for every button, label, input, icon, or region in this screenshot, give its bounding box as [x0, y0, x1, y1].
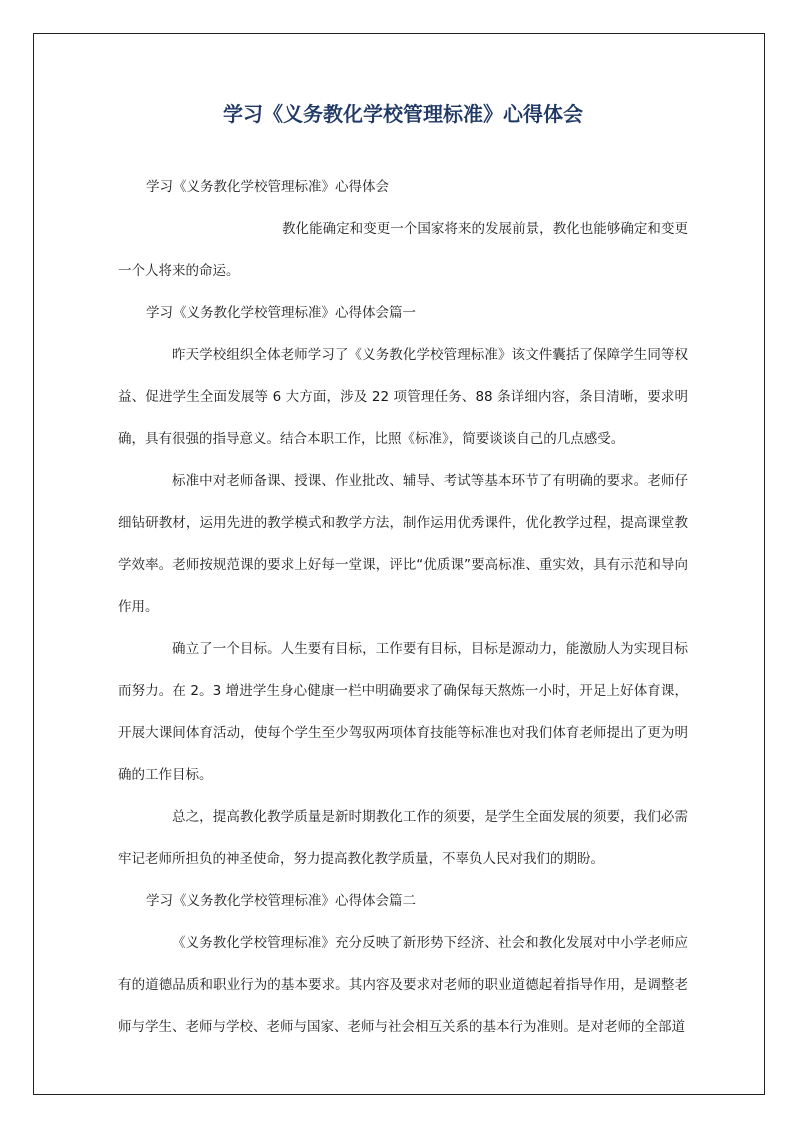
document-title: 学习《义务教化学校管理标准》心得体会 [223, 102, 583, 126]
lead-paragraph: 教化能确定和变更一个国家将来的发展前景，教化也能够确定和变更一个人将来的命运。 [118, 221, 688, 279]
document-subtitle: 学习《义务教化学校管理标准》心得体会 [146, 179, 389, 195]
section1-paragraph: 总之，提高教化教学质量是新时期教化工作的须要，是学生全面发展的须要，我们必需牢记老师所担负的神圣使命，努力提高教化教学质量，不辜负人民对我们的期盼。 [118, 809, 688, 867]
section1-paragraph: 昨天学校组织全体老师学习了《义务教化学校管理标准》该文件囊括了保障学生同等权益、促进学生全面发展等 6 大方面，涉及 22 项管理任务、88 条详细内容，条目清晰，要求明确，具有很强的指导意义。结合本职工作，比照《标准》，简要谈谈自己的几点感受。 [118, 347, 688, 447]
section2-paragraph: 《义务教化学校管理标准》充分反映了新形势下经济、社会和教化发展对中小学老师应有的道德品质和职业行为的基本要求。其内容及要求对老师的职业道德起着指导作用，是调整老师与学生、老师与学校、老师与国家、老师与社会相互关系的基本行为准则。是对老师的全部道 [118, 935, 688, 1035]
document-body [118, 100, 688, 1048]
section1-paragraph: 确立了一个目标。人生要有目标，工作要有目标，目标是源动力，能激励人为实现目标而努力。在 2。3 增进学生身心健康一栏中明确要求了确保每天熬炼一小时，开足上好体育课，开展大课间体育活动，使每个学生至少驾驭两项体育技能等标准也对我们体育老师提出了更为明确的工作目标。 [118, 641, 688, 783]
section1-paragraph: 标准中对老师备课、授课、作业批改、辅导、考试等基本环节了有明确的要求。老师仔细钻研教材，运用先进的教学模式和教学方法，制作运用优秀课件，优化教学过程，提高课堂教学效率。老师按规范课的要求上好每一堂课，评比“优质课”要高标准、重实效，具有示范和导向作用。 [118, 473, 688, 615]
section2-heading: 学习《义务教化学校管理标准》心得体会篇二 [146, 893, 416, 909]
section1-heading: 学习《义务教化学校管理标准》心得体会篇一 [146, 305, 416, 321]
